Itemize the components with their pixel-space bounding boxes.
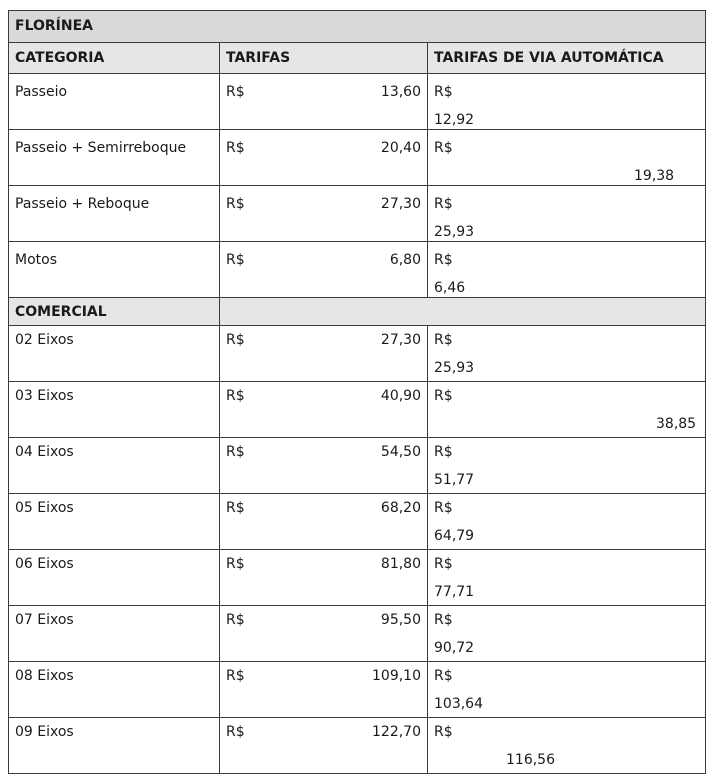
header-via-automatica: TARIFAS DE VIA AUTOMÁTICA <box>434 50 664 66</box>
table-title-cell <box>9 11 706 43</box>
categoria-label: 03 Eixos <box>15 388 74 404</box>
categoria-cell <box>9 130 220 186</box>
table-title: FLORÍNEA <box>15 18 93 34</box>
tarifa-cell <box>220 662 428 718</box>
tarifa-value: 54,50 <box>380 444 421 460</box>
categoria-label: 02 Eixos <box>15 332 74 348</box>
currency-symbol: R$ <box>226 84 245 100</box>
automatica-value: 64,79 <box>434 528 475 544</box>
currency-symbol: R$ <box>226 668 245 684</box>
section-label-cell <box>9 298 220 326</box>
automatica-cell <box>428 550 706 606</box>
automatica-value: 116,56 <box>506 752 555 768</box>
categoria-label: Motos <box>15 252 57 268</box>
table-row <box>9 606 706 662</box>
table-row <box>9 438 706 494</box>
tarifa-cell <box>220 74 428 130</box>
tarifa-value: 6,80 <box>389 252 421 268</box>
table-row <box>9 326 706 382</box>
tarifa-value: 68,20 <box>380 500 421 516</box>
tarifa-cell <box>220 494 428 550</box>
currency-symbol: R$ <box>226 388 245 404</box>
automatica-cell <box>428 326 706 382</box>
table-row <box>9 494 706 550</box>
header-via-automatica-cell <box>428 43 706 74</box>
tarifa-value: 81,80 <box>380 556 421 572</box>
header-categoria-cell <box>9 43 220 74</box>
table-row <box>9 662 706 718</box>
automatica-value: 19,38 <box>634 168 675 184</box>
table-row <box>9 382 706 438</box>
categoria-label: 06 Eixos <box>15 556 74 572</box>
section-row-comercial <box>9 298 706 326</box>
tarifa-cell <box>220 438 428 494</box>
categoria-cell <box>9 242 220 298</box>
currency-symbol: R$ <box>226 444 245 460</box>
currency-symbol: R$ <box>226 724 245 740</box>
tarifa-cell <box>220 550 428 606</box>
table-row <box>9 186 706 242</box>
table-row <box>9 242 706 298</box>
automatica-value: 12,92 <box>434 112 475 128</box>
header-tarifas-cell <box>220 43 428 74</box>
automatica-value: 38,85 <box>656 416 697 432</box>
automatica-value: 77,71 <box>434 584 475 600</box>
categoria-cell <box>9 718 220 774</box>
currency-symbol: R$ <box>226 500 245 516</box>
automatica-value: 25,93 <box>434 224 475 240</box>
automatica-value: 51,77 <box>434 472 475 488</box>
currency-symbol: R$ <box>434 724 453 740</box>
automatica-value: 90,72 <box>434 640 475 656</box>
categoria-label: 04 Eixos <box>15 444 74 460</box>
table-row <box>9 130 706 186</box>
currency-symbol: R$ <box>434 332 453 348</box>
currency-symbol: R$ <box>226 612 245 628</box>
tarifa-cell <box>220 718 428 774</box>
automatica-cell <box>428 382 706 438</box>
categoria-label: 07 Eixos <box>15 612 74 628</box>
categoria-label: 08 Eixos <box>15 668 74 684</box>
section-filler-cell <box>220 298 706 326</box>
currency-symbol: R$ <box>434 556 453 572</box>
automatica-cell <box>428 718 706 774</box>
automatica-cell <box>428 130 706 186</box>
currency-symbol: R$ <box>434 444 453 460</box>
currency-symbol: R$ <box>434 140 453 156</box>
title-row <box>9 11 706 43</box>
automatica-value: 25,93 <box>434 360 475 376</box>
categoria-cell <box>9 494 220 550</box>
table-row <box>9 718 706 774</box>
categoria-label: Passeio + Reboque <box>15 196 150 212</box>
currency-symbol: R$ <box>226 140 245 156</box>
tarifa-value: 40,90 <box>380 388 421 404</box>
currency-symbol: R$ <box>226 252 245 268</box>
categoria-label: Passeio <box>15 84 68 100</box>
header-row <box>9 43 706 74</box>
tarifa-cell <box>220 130 428 186</box>
currency-symbol: R$ <box>434 612 453 628</box>
tarifa-cell <box>220 382 428 438</box>
tarifa-value: 95,50 <box>380 612 421 628</box>
categoria-cell <box>9 382 220 438</box>
currency-symbol: R$ <box>226 196 245 212</box>
currency-symbol: R$ <box>434 500 453 516</box>
table-row <box>9 550 706 606</box>
header-tarifas: TARIFAS <box>226 50 291 66</box>
categoria-label: 05 Eixos <box>15 500 74 516</box>
tarifa-value: 109,10 <box>372 668 421 684</box>
currency-symbol: R$ <box>434 196 453 212</box>
categoria-cell <box>9 74 220 130</box>
automatica-value: 103,64 <box>434 696 483 712</box>
tarifa-value: 20,40 <box>380 140 421 156</box>
section-label: COMERCIAL <box>15 304 107 320</box>
toll-table <box>8 10 706 774</box>
categoria-cell <box>9 326 220 382</box>
categoria-label: 09 Eixos <box>15 724 74 740</box>
tarifa-cell <box>220 606 428 662</box>
categoria-cell <box>9 662 220 718</box>
automatica-cell <box>428 662 706 718</box>
table-row <box>9 74 706 130</box>
tarifa-value: 27,30 <box>380 332 421 348</box>
automatica-cell <box>428 494 706 550</box>
automatica-cell <box>428 606 706 662</box>
tarifa-cell <box>220 186 428 242</box>
tarifa-value: 13,60 <box>380 84 421 100</box>
tarifa-cell <box>220 242 428 298</box>
header-categoria: CATEGORIA <box>15 50 105 66</box>
tarifa-value: 27,30 <box>380 196 421 212</box>
automatica-cell <box>428 186 706 242</box>
categoria-cell <box>9 550 220 606</box>
currency-symbol: R$ <box>434 252 453 268</box>
tarifa-cell <box>220 326 428 382</box>
categoria-cell <box>9 606 220 662</box>
automatica-cell <box>428 438 706 494</box>
categoria-cell <box>9 186 220 242</box>
currency-symbol: R$ <box>434 668 453 684</box>
currency-symbol: R$ <box>226 556 245 572</box>
categoria-cell <box>9 438 220 494</box>
currency-symbol: R$ <box>226 332 245 348</box>
tarifa-value: 122,70 <box>372 724 421 740</box>
currency-symbol: R$ <box>434 84 453 100</box>
categoria-label: Passeio + Semirreboque <box>15 140 187 156</box>
automatica-value: 6,46 <box>434 280 466 296</box>
currency-symbol: R$ <box>434 388 453 404</box>
automatica-cell <box>428 74 706 130</box>
automatica-cell <box>428 242 706 298</box>
